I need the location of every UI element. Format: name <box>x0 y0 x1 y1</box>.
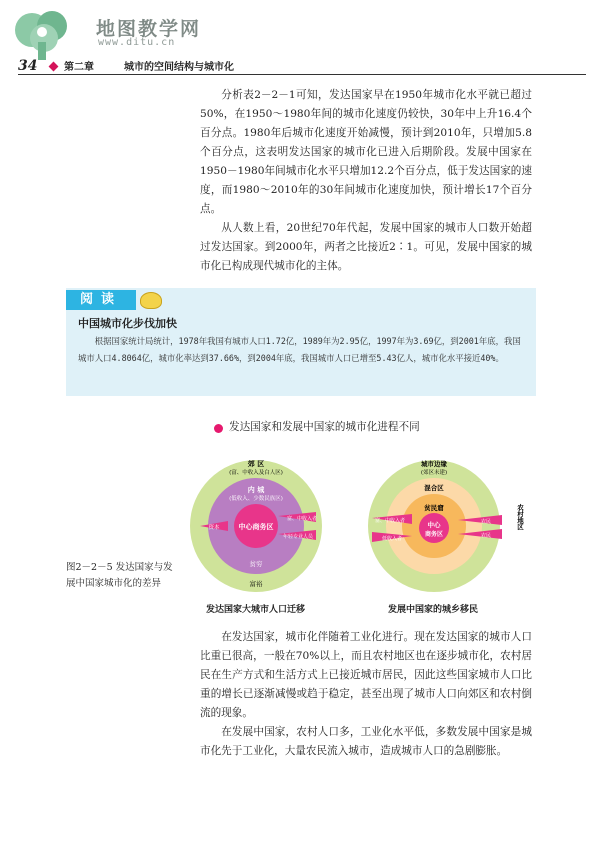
page-number: 34 <box>18 58 38 74</box>
paragraph: 在发展中国家，农村人口多，工业化水平低，多数发展中国家是城市化先于工业化，大量农民流入城市，造成城市人口的急剧膨胀。 <box>200 726 532 757</box>
developing-label: 发展中国家的城乡移民 <box>388 605 479 615</box>
paragraph: 在发达国家，城市化伴随着工业化进行。现在发达国家的城市人口比重已很高，一般在70%以上，而且农村地区也在逐步城市化，农村居民在生产方式和生活方式上已接近城市居民，因此这些国家城市人口比重的增长已逐渐减慢或趋于稳定，甚至出现了城市人口向郊区和农村倒流的现象。 <box>200 631 532 719</box>
paragraph: 分析表2－2－1可知，发达国家早在1950年城市化水平就已超过50%，在1950～1980年间的城市化速度仍较快，30年中上升16.4个百分点。1980年后城市化速度开始减慢，预计到2010年，只增加5.8个百分点，这表明发达国家的城市化已进入后期阶段。发展中国家在1950－1980年间城市化水平只增加12.2个百分点，低于发达国家的速度，而1980～2010年的30年间城市化速度加快，预计增长17个百分点。 <box>200 89 532 215</box>
paragraph: 从人数上看，20世纪70年代起，发展中国家的城市人口数开始超过发达国家。到2000年，两者之比接近2∶1。可见，发展中国家的城市化已构成现代城市化的主体。 <box>200 222 532 272</box>
rich-mid-label: 富、中收入者 <box>374 518 406 524</box>
body-text-top <box>200 86 532 276</box>
business-label: 商务区 <box>424 531 444 538</box>
reading-text: 根据国家统计局统计，1978年我国有城市人口1.72亿，1989年为2.95亿，1997年为3.69亿，到2001年底，我国城市人口4.8064亿，城市化率达到37.66%，到2004年底，我国城市人口已增至5.43亿人，城市化水平接近40%。 <box>78 336 521 363</box>
figure-caption: 图2－2－5 发达国家与发展中国家城市化的差异 <box>66 562 173 589</box>
rich-label: 富裕 <box>249 580 263 588</box>
figure-title: 发达国家和发展中国家的城市化进程不同 <box>229 421 420 433</box>
developing-diagram <box>368 459 524 592</box>
inner-city-sub: (低收入、少数民族区) <box>229 496 283 502</box>
center-label: 中心 <box>427 521 441 529</box>
watermark-url: www.ditu.cn <box>98 37 176 48</box>
body-text-bottom <box>200 628 532 761</box>
fringe-label: 城市边缘 <box>421 460 447 468</box>
mixed-zone-label: 混合区 <box>424 484 444 492</box>
low-income-label: 低收入者 <box>381 536 403 542</box>
outer-zone-label: 郊 区 <box>247 460 265 468</box>
outer-zone-sub: (富、中收入及白人区) <box>229 470 283 476</box>
chapter-number: 第二章 <box>64 62 94 73</box>
reading-heading: 中国城市化步伐加快 <box>78 317 177 330</box>
book-icon <box>140 292 162 309</box>
cbd-label: 中心商务区 <box>238 523 274 531</box>
reading-tab: 阅读 <box>66 290 136 310</box>
inner-city-label: 内 城 <box>247 486 265 494</box>
poor-label: 贫穷 <box>249 560 263 568</box>
young-pro-label: 年轻专业人员 <box>282 534 314 540</box>
fringe-sub: (郊区未建) <box>420 470 448 476</box>
urbanization-diagram <box>190 444 550 620</box>
farmers-label: 农民 <box>480 519 492 525</box>
developed-label: 发达国家大城市人口迁移 <box>206 605 306 615</box>
rich-mid-label: 富、中收入者 <box>286 516 318 522</box>
bullet-icon <box>214 424 223 433</box>
header-rule <box>18 74 586 75</box>
slum-label: 贫民窟 <box>424 504 444 512</box>
developed-diagram <box>190 459 322 592</box>
farmers-label-2: 农民 <box>480 533 492 539</box>
watermark-title: 地图教学网 <box>96 18 202 40</box>
chapter-title: 城市的空间结构与城市化 <box>124 62 234 73</box>
capital-label: 资本 <box>208 525 220 531</box>
rural-area-label: 农村地区 <box>516 504 524 530</box>
